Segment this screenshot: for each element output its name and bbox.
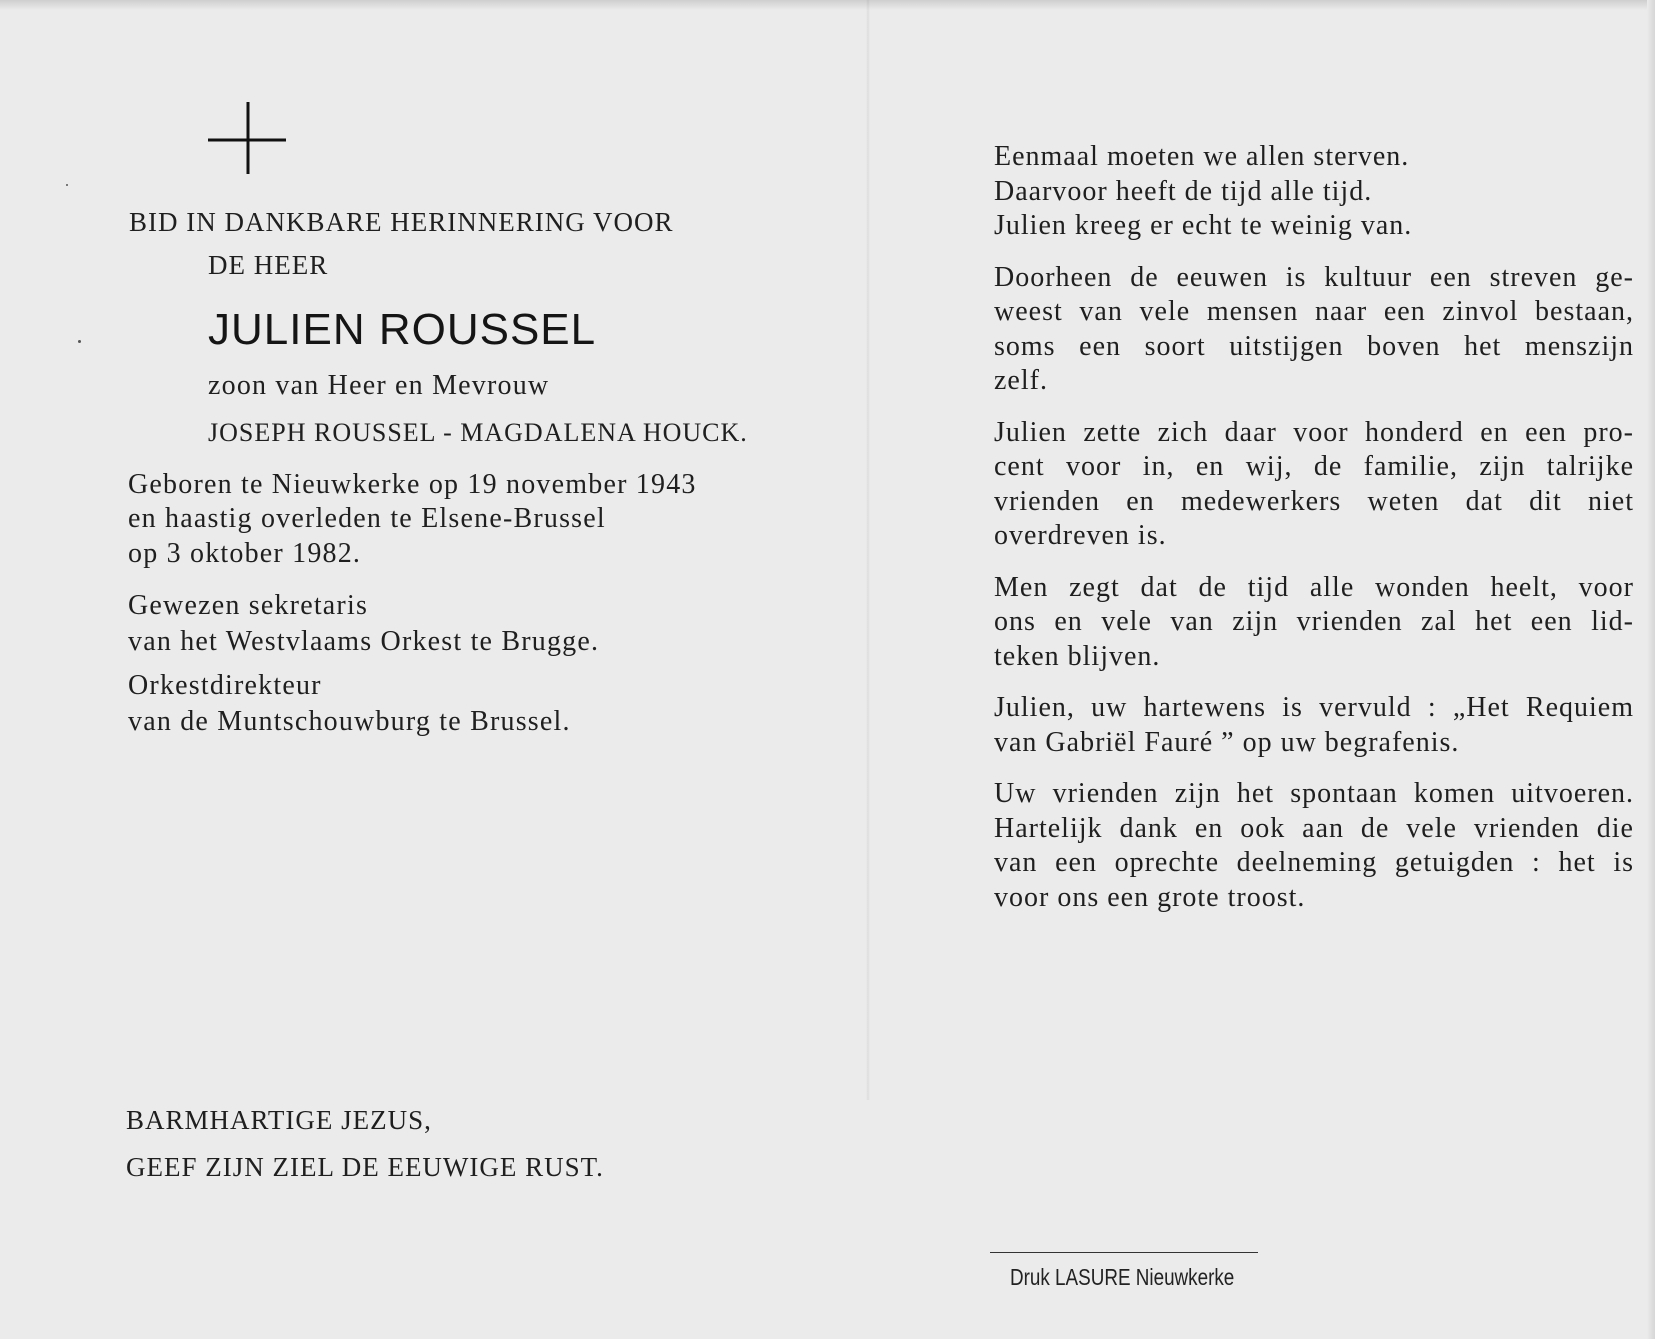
role-2-line-2: van de Muntschouwburg te Brussel.	[128, 706, 571, 737]
role-1-line-2: van het Westvlaams Orkest te Brugge.	[128, 626, 600, 657]
tribute-paragraph	[994, 691, 1634, 760]
tribute-line: soms een soort uitstijgen boven het menszijn	[994, 330, 1634, 362]
card-right-edge	[1647, 0, 1655, 1339]
paper-speck	[66, 184, 68, 186]
header-line-2: DE HEER	[208, 250, 329, 280]
tribute-line: zelf.	[994, 365, 1048, 396]
printer-imprint: Druk LASURE Nieuwkerke	[1010, 1264, 1235, 1290]
tribute-line: Hartelijk dank en ook aan de vele vrienden die	[994, 812, 1634, 844]
tribute-paragraph	[994, 416, 1634, 554]
tribute-line: Uw vrienden zijn het spontaan komen uitvoeren.	[994, 778, 1634, 809]
prayer-line-1: BARMHARTIGE JEZUS,	[126, 1105, 432, 1135]
birth-line-2: en haastig overleden te Elsene-Brussel	[128, 503, 606, 534]
tribute-line: Julien zette zich daar voor honderd en een pro-	[994, 416, 1634, 448]
birth-line-3: op 3 oktober 1982.	[128, 538, 362, 569]
tribute-line: weest van vele mensen naar een zinvol bestaan,	[994, 296, 1634, 327]
tribute-paragraph	[994, 571, 1634, 675]
tribute-line: voor ons een grote troost.	[994, 881, 1306, 913]
tribute-line: Julien kreeg er echt te weinig van.	[994, 210, 1413, 241]
tribute-line: Doorheen de eeuwen is kultuur een streven ge-	[994, 261, 1634, 293]
tribute-line: Daarvoor heeft de tijd alle tijd.	[994, 175, 1373, 207]
role-1-line-1: Gewezen sekretaris	[128, 590, 369, 621]
prayer-line-2: GEEF ZIJN ZIEL DE EEUWIGE RUST.	[126, 1152, 604, 1182]
deceased-name: JULIEN ROUSSEL	[208, 305, 597, 354]
paper-speck	[78, 340, 81, 343]
center-fold	[866, 0, 870, 1100]
birth-line-1: Geboren te Nieuwkerke op 19 november 1943	[128, 469, 697, 500]
tribute-text	[994, 140, 1634, 932]
tribute-line: van een oprechte deelneming getuigden : het is	[994, 847, 1634, 878]
tribute-line: Eenmaal moeten we allen sterven.	[994, 141, 1410, 172]
printer-divider	[990, 1252, 1258, 1253]
tribute-line: cent voor in, en wij, de familie, zijn talrijke	[994, 451, 1634, 482]
tribute-line: teken blijven.	[994, 640, 1161, 672]
tribute-paragraph	[994, 777, 1634, 915]
tribute-line: ons en vele van zijn vrienden zal het een lid-	[994, 606, 1634, 637]
tribute-line: vrienden en medewerkers weten dat dit niet	[994, 485, 1634, 517]
header-line-1: BID IN DANKBARE HERINNERING VOOR	[129, 207, 674, 237]
role-2-line-1: Orkestdirekteur	[128, 670, 322, 701]
card-top-edge	[0, 0, 1655, 10]
cross-icon	[208, 102, 288, 176]
parents-line: JOSEPH ROUSSEL - MAGDALENA HOUCK.	[208, 418, 748, 447]
tribute-line: Men zegt dat de tijd alle wonden heelt, voor	[994, 571, 1634, 603]
son-of-line: zoon van Heer en Mevrouw	[208, 370, 550, 401]
tribute-line: overdreven is.	[994, 520, 1167, 551]
tribute-line: Julien, uw hartewens is vervuld : „Het Requiem	[994, 692, 1634, 723]
tribute-paragraph	[994, 140, 1634, 244]
tribute-line: van Gabriël Fauré ” op uw begrafenis.	[994, 726, 1460, 758]
tribute-paragraph	[994, 261, 1634, 399]
